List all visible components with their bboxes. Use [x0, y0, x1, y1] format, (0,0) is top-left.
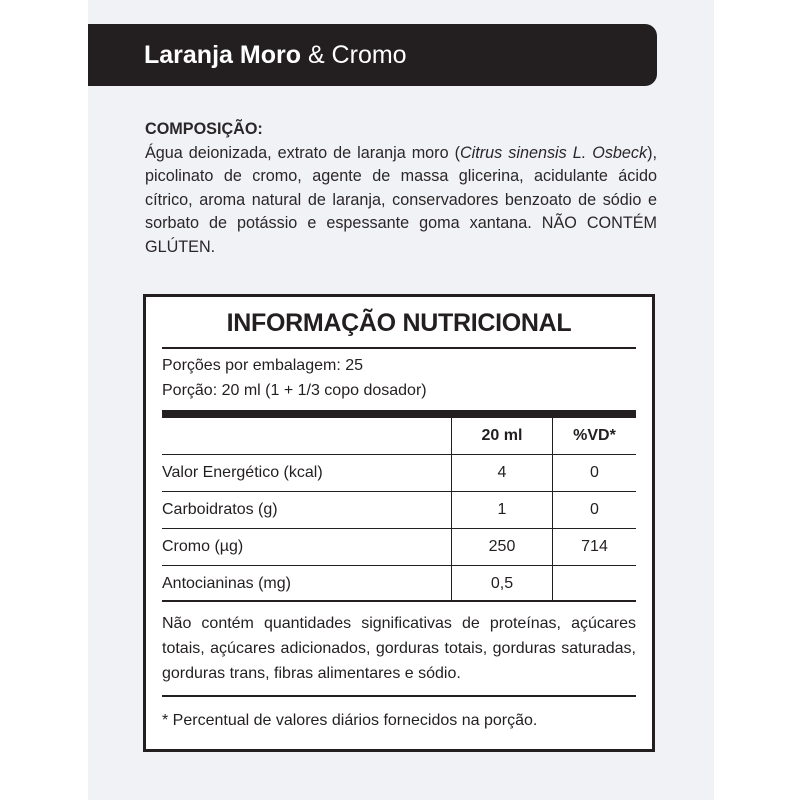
table-row: [162, 492, 636, 529]
nutrient-dv: 714: [553, 529, 637, 566]
header-row: [162, 418, 636, 455]
nutrient-grid: [162, 418, 636, 602]
thick-divider: [162, 410, 636, 418]
header-amount: 20 ml: [452, 418, 553, 455]
servings-per-package: Porções por embalagem: 25: [162, 357, 363, 374]
nutrition-facts-table: [143, 294, 655, 752]
nutrient-amount: 0,5: [452, 566, 553, 603]
nutrient-dv: 0: [553, 455, 637, 492]
nutrient-name: Cromo (µg): [162, 529, 452, 566]
composition-section: [145, 118, 657, 259]
composition-text-start: Água deionizada, extrato de laranja moro (: [145, 143, 460, 162]
product-name-bold: Laranja Moro: [144, 40, 301, 69]
table-row: [162, 455, 636, 492]
header-dv: %VD*: [573, 427, 616, 444]
table-row: [162, 566, 636, 603]
composition-text-end: ), picolinato de cromo, agente de massa glicerina, acidulante ácido cítrico, aroma natural de laranja, conservadores benzoato de sódio e sorbato de potássio e espessante goma xantana. NÃO CONTÉM GLÚTEN.: [145, 143, 658, 256]
nutrient-amount: 250: [452, 529, 553, 566]
nutrient-name: Carboidratos (g): [162, 492, 452, 529]
product-title-bar: [88, 24, 657, 86]
nutrient-dv: [553, 566, 637, 603]
note-divider: [162, 695, 636, 697]
table-bottom-divider: [162, 600, 636, 602]
nutrient-amount: 4: [452, 455, 553, 492]
nutrient-name: Antocianinas (mg): [162, 566, 452, 603]
nutrient-name: Valor Energético (kcal): [162, 455, 452, 492]
title-divider: [162, 347, 636, 349]
composition-heading: COMPOSIÇÃO:: [145, 120, 263, 138]
daily-value-footnote: * Percentual de valores diários fornecidos na porção.: [162, 712, 538, 729]
nutrition-title: INFORMAÇÃO NUTRICIONAL: [226, 309, 572, 337]
table-row: [162, 529, 636, 566]
composition-scientific-name: Citrus sinensis L. Osbeck: [459, 143, 648, 162]
product-name-regular: & Cromo: [307, 40, 407, 69]
nutrient-amount: 1: [452, 492, 553, 529]
nutrient-dv: 0: [553, 492, 637, 529]
header-nutrient: [162, 418, 452, 455]
nutrition-note: Não contém quantidades significativas de proteínas, açúcares totais, açúcares adicionados, gorduras totais, gorduras saturadas, gorduras trans, fibras alimentares e sódio.: [162, 615, 636, 682]
serving-size: Porção: 20 ml (1 + 1/3 copo dosador): [162, 382, 427, 399]
